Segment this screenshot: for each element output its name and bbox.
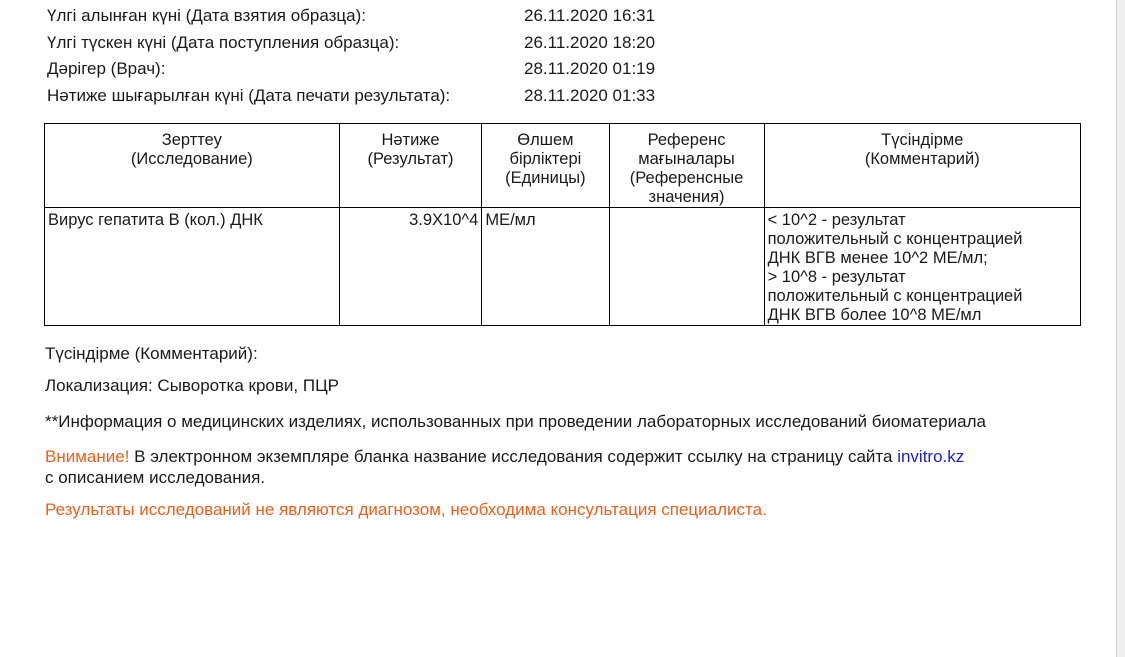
cell-result: 3.9X10^4 [339,208,482,326]
header-line: (Единицы) [505,169,586,187]
comment-line: > 10^8 - результат [767,268,906,286]
meta-value: 28.11.2020 01:33 [524,85,656,105]
comment-line: положительный с концентрацией [767,287,1023,305]
header-units [482,124,609,208]
cell-units: МЕ/мл [482,208,609,326]
disclaimer-text: Результаты исследований не являются диагнозом, необходима консультация специалиста. [45,500,767,519]
meta-label: Дәрігер (Врач): [47,59,166,78]
header-line: (Комментарий) [864,150,980,168]
table-header-row [45,124,1081,208]
header-result [339,124,482,208]
comment-label: Түсіндірме (Комментарий): [45,344,258,363]
medical-devices-info: **Информация о медицинских изделиях, использованных при проведении лабораторных исследований биоматериала [45,412,986,431]
header-line: (Исследование) [130,150,253,168]
cell-test-name: Вирус гепатита В (кол.) ДНК [45,208,340,326]
localization-text: Локализация: Сыворотка крови, ПЦР [45,376,339,395]
header-line: Зерттеу [161,131,222,149]
header-test [45,124,340,208]
comment-line: положительный с концентрацией [767,230,1023,248]
meta-label: Үлгі түскен күні (Дата поступления образца): [47,32,400,52]
results-table [44,123,1081,326]
meta-label: Нәтиже шығарылған күні (Дата печати результата): [47,85,451,105]
warning-notice [45,446,964,488]
comment-line: < 10^2 - результат [767,211,906,229]
warning-label: Внимание! [45,447,130,466]
header-line: мағыналары [638,150,735,168]
meta-value: 26.11.2020 16:31 [524,6,656,25]
header-comment [764,124,1080,208]
comment-line: ДНК ВГВ более 10^8 МЕ/мл [767,306,982,324]
site-link[interactable]: invitro.kz [897,447,965,466]
header-line: значения) [648,188,725,206]
header-line: (Референсные [629,169,744,187]
header-line: (Результат) [367,150,454,168]
meta-value: 26.11.2020 18:20 [524,32,656,52]
warning-text-continued: с описанием исследования. [45,468,266,487]
table-row [45,208,1081,326]
meta-value: 28.11.2020 01:19 [524,59,656,78]
warning-text: В электронном экземпляре бланка название исследования содержит ссылку на страницу сайта [129,447,898,466]
header-line: Түсіндірме [881,131,964,149]
header-line: Нәтиже [381,131,440,149]
header-line: бірліктері [509,150,582,168]
comment-line: ДНК ВГВ менее 10^2 МЕ/мл; [767,249,988,267]
cell-reference [609,208,764,326]
cell-comment [764,208,1080,326]
header-line: Референс [647,131,726,149]
meta-label: Үлгі алынған күні (Дата взятия образца): [47,6,367,25]
header-reference [609,124,764,208]
header-line: Өлшем [517,131,574,149]
